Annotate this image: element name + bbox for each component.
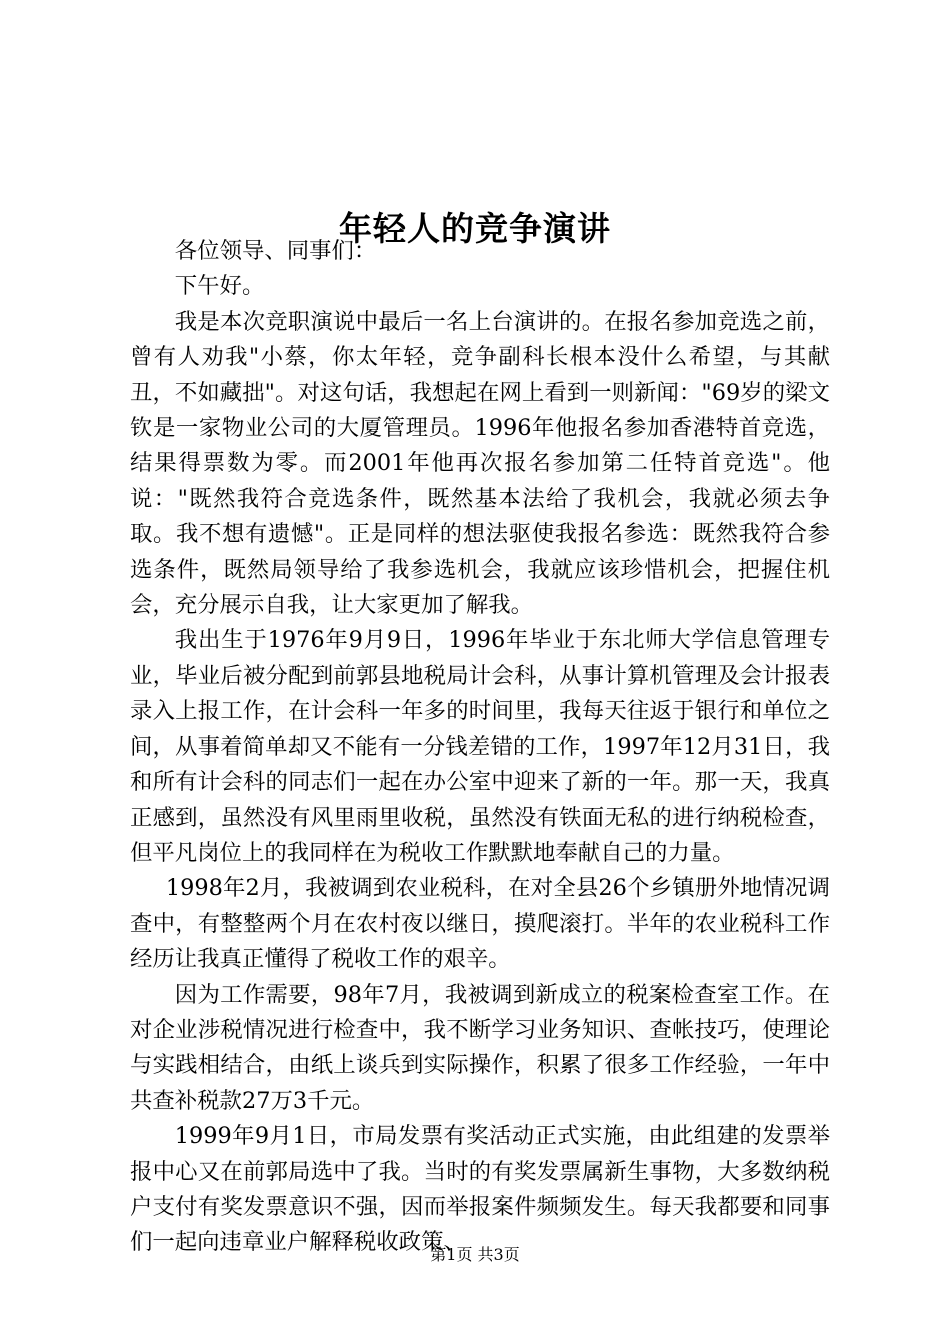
page-footer: 第1页 共3页: [430, 1245, 520, 1264]
body-paragraph: 1999年9月1日，市局发票有奖活动正式实施，由此组建的发票举报中心又在前郭局选中了我。当时的有奖发票属新生事物，大多数纳税户支付有奖发票意识不强，因而举报案件频频发生。每天我都要和同事们一起向违章业户解释税收政策、: [130, 1123, 830, 1256]
greeting-paragraph: 下午好。: [174, 273, 265, 300]
body-paragraph: 我出生于1976年9月9日，1996年毕业于东北师大学信息管理专业，毕业后被分配到前郭县地税局计会科，从事计算机管理及会计报表录入上报工作，在计会科一年多的时间里，我每天往返于银行和单位之间，从事着简单却又不能有一分钱差错的工作，1997年12月31日，我和所有计会科的同志们一起在办公室中迎来了新的一年。那一天，我真正感到，虽然没有风里雨里收税，虽然没有铁面无私的进行纳税检查，但平凡岗位上的我同样在为税收工作默默地奉献自己的力量。: [130, 627, 830, 866]
body-paragraph: 1998年2月，我被调到农业税科，在对全县26个乡镇册外地情况调查中，有整整两个月在农村夜以继日，摸爬滚打。半年的农业税科工作经历让我真正懂得了税收工作的艰辛。: [130, 875, 830, 973]
body-paragraph: 我是本次竞职演说中最后一名上台演讲的。在报名参加竞选之前，曾有人劝我"小蔡，你太年轻，竞争副科长根本没什么希望，与其献丑，不如藏拙"。对这句话，我想起在网上看到一则新闻："69岁的梁文钦是一家物业公司的大厦管理员。1996年他报名参加香港特首竞选，结果得票数为零。而2001年他再次报名参加第二任特首竞选"。他说："既然我符合竞选条件，既然基本法给了我机会，我就必须去争取。我不想有遗憾"。正是同样的想法驱使我报名参选：既然我符合参选条件，既然局领导给了我参选机会，我就应该珍惜机会，把握住机会，充分展示自我，让大家更加了解我。: [130, 308, 830, 619]
document-body: [130, 234, 830, 1261]
body-paragraph: 因为工作需要，98年7月，我被调到新成立的税案检查室工作。在对企业涉税情况进行检查中，我不断学习业务知识、查帐技巧，使理论与实践相结合，由纸上谈兵到实际操作，积累了很多工作经验，一年中共查补税款27万3千元。: [130, 981, 830, 1114]
document-title: 年轻人的竞争演讲: [339, 209, 611, 249]
salutation-paragraph: 各位领导、同事们：: [174, 238, 377, 264]
